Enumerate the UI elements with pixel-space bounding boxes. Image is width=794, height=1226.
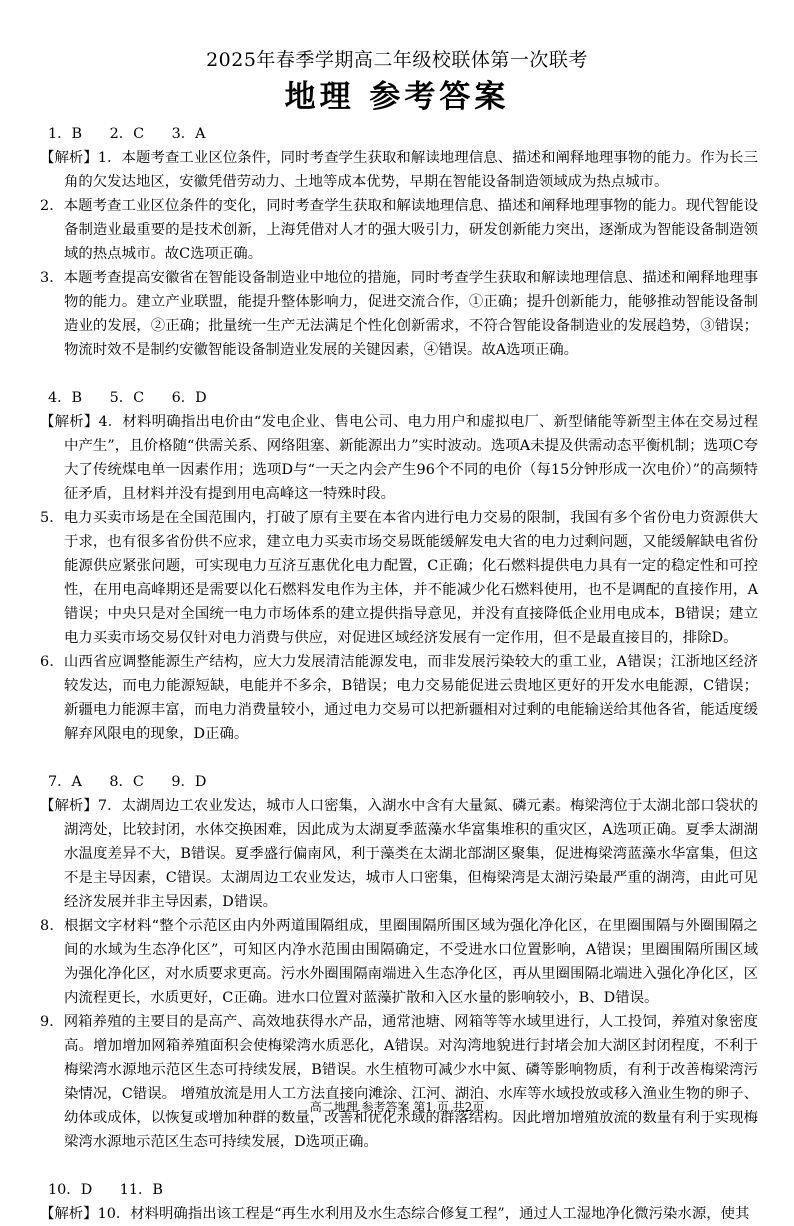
header bbox=[0, 46, 794, 118]
answer-key-line: 4．B 5．C 6．D bbox=[48, 390, 207, 406]
explanation-paragraph: 5．电力买卖市场是在全国范围内，打破了原有主要在本省内进行电力交易的限制，我国有多个省份电力资源供大于求，也有很多省份供不应求，建立电力买卖市场交易既能缓解发电大省的电力过剩问题，又能缓解缺电省份能源供应紧张问题，可实现电力互济互惠优化电力配置，C正确；化石燃料提供电力具有一定的稳定性和可控性，在用电高峰期还是需要以化石燃料发电作为主体，并不能减少化石燃料使用，也不是调配的直接作用，A错误；中央只是对全国统一电力市场体系的建立提供指导意见，并没有直接降低企业用电成本，B错误；建立电力买卖市场交易仅针对电力消费与供应，对促进区域经济发展有一定作用，但不是最直接目的，排除D。 bbox=[40, 510, 758, 646]
answer-key-line: 7．A 8．C 9．D bbox=[48, 774, 207, 790]
explanation-paragraph: 【解析】1．本题考查工业区位条件，同时考查学生获取和解读地理信息、描述和阐释地理事物的能力。作为长三角的欠发达地区，安徽凭借劳动力、土地等成本优势，早期在智能设备制造领域成为热点城市。 bbox=[40, 150, 758, 190]
explanation-paragraph: 2．本题考查工业区位条件的变化，同时考查学生获取和解读地理信息、描述和阐释地理事物的能力。现代智能设备制造业最重要的是技术创新，上海凭借对人才的强大吸引力，研发创新能力突出，逐渐成为智能设备制造领域的热点城市。故C选项正确。 bbox=[40, 198, 758, 262]
explanation-paragraph: 8．根据文字材料“整个示范区由内外两道围隔组成，里圈围隔所围区域为强化净化区，在里圈围隔与外圈围隔之间的水域为生态净化区”，可知区内净水范围由围隔确定，不受进水口位置影响，A错误；里圈围隔所围区域为强化净化区，对水质要求更高。污水外圈围隔南端进入生态净化区，再从里圈围隔北端进入强化净化区，区内流程更长，水质更好，C正确。进水口位置对蓝藻扩散和入区水量的影响较小，B、D错误。 bbox=[40, 918, 758, 1006]
page-footer: 高二地理 参考答案 第1 页 共2页 bbox=[309, 1100, 485, 1114]
explanation-paragraph: 3．本题考查提高安徽省在智能设备制造业中地位的措施，同时考查学生获取和解读地理信息、描述和阐释地理事物的能力。建立产业联盟，能提升整体影响力，促进交流合作，①正确；提升创新能力，能够推动智能设备制造业的发展，②正确；批量统一生产无法满足个性化创新需求，不符合智能设备制造业的发展趋势，③错误；物流时效不是制约安徽智能设备制造业发展的关键因素，④错误。故A选项正确。 bbox=[40, 270, 758, 358]
answer-key-line: 1．B 2．C 3．A bbox=[48, 126, 206, 142]
section-gap bbox=[40, 1154, 758, 1178]
explanation-paragraph: 【解析】10．材料明确指出该工程是“再生水利用及水生态综合修复工程”，通过人工湿地净化微污染水源，使其 bbox=[40, 1206, 750, 1222]
explanation-paragraph: 【解析】4．材料明确指出电价由“发电企业、售电公司、电力用户和虚拟电厂、新型储能等新型主体在交易过程中产生”，且价格随“供需关系、网络阻塞、新能源出力”实时波动。选项A未提及供需动态平衡机制；选项C夸大了传统煤电单一因素作用；选项D与“一天之内会产生96个不同的电价（每15分钟形成一次电价）”的高频特征矛盾，且材料并没有提到用电高峰这一特殊时段。 bbox=[40, 414, 758, 502]
explanation-paragraph: 【解析】7．太湖周边工农业发达，城市人口密集，入湖水中含有大量氮、磷元素。梅梁湾位于太湖北部口袋状的湖湾处，比较封闭，水体交换困难，因此成为太湖夏季蓝藻水华富集堆积的重灾区，A选项正确。夏季太湖湖水温度差异不大，B错误。夏季盛行偏南风，利于藻类在太湖北部湖区聚集，促进梅梁湾蓝藻水华富集，但这不是主导因素，C错误。太湖周边工农业发达，城市人口密集，但梅梁湾是太湖污染最严重的湖湾，由此可见经济发展并非主导因素，D错误。 bbox=[40, 798, 758, 910]
explanation-paragraph: 6．山西省应调整能源生产结构，应大力发展清洁能源发电，而非发展污染较大的重工业，A错误；江浙地区经济较发达，而电力能源短缺，电能并不多余，B错误；电力交易能促进云贵地区更好的开发水电能源，C错误；新疆电力能源丰富，而电力消费量较小，通过电力交易可以把新疆相对过剩的电能输送给其他各省，能适度缓解弃风限电的现象，D正确。 bbox=[40, 654, 758, 742]
answer-content bbox=[40, 122, 758, 1226]
exam-subtitle: 2025年春季学期高二年级校联体第一次联考 bbox=[206, 49, 588, 71]
section-gap bbox=[40, 746, 758, 770]
page-title: 地理 参考答案 bbox=[284, 79, 510, 115]
explanation-paragraph: 9．网箱养殖的主要目的是高产、高效地获得水产品，通常池塘、网箱等等水域里进行，人工投饲，养殖对象密度高。增加增加网箱养殖面积会使梅梁湾水质恶化，A错误。对沟湾地貌进行封堵会加大湖区封闭程度，不利于梅梁湾水源地示范区生态可持续发展，B错误。水生植物可减少水中氮、磷等影响物质，有利于改善梅梁湾污染情况，C错误。 增殖放流是用人工方法直接向滩涂、江河、湖泊、水库等水域投放或移入渔业生物的卵子、幼体或成体，以恢复或增加种群的数量，改善和优化水域的群落结构。因此增加增殖放流的数量有利于实现梅梁湾水源地示范区生态可持续发展，D选项正确。 bbox=[40, 1014, 758, 1150]
section-gap bbox=[40, 362, 758, 386]
answer-key-line: 10．D 11．B bbox=[48, 1182, 163, 1198]
